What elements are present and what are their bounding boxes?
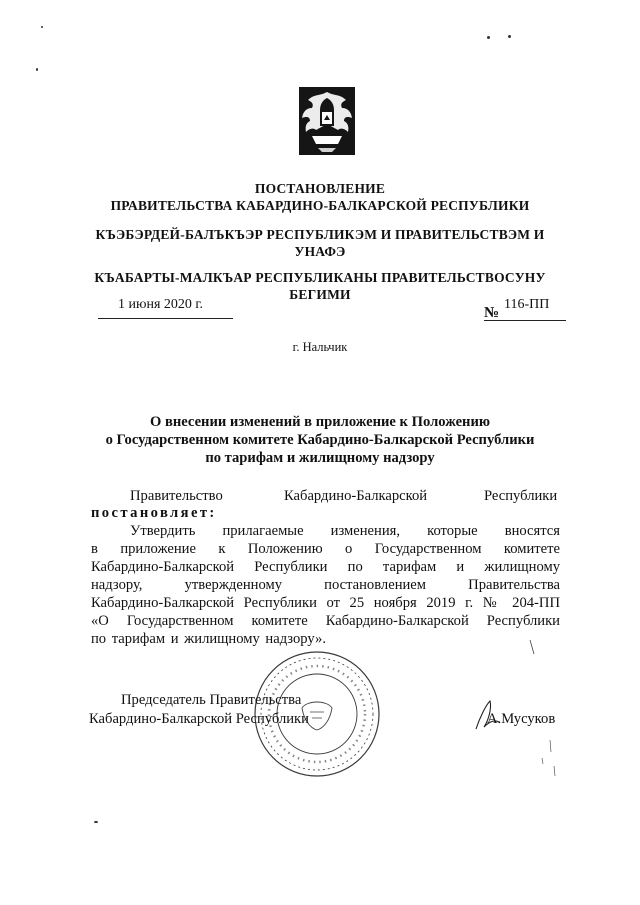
coat-of-arms-emblem-icon <box>298 86 356 156</box>
document-number: 116-ПП <box>504 297 550 312</box>
body-line-4: надзору, утвержденному постановлением Правительства <box>91 577 560 593</box>
scan-speck <box>508 35 511 38</box>
document-title: ПОСТАНОВЛЕНИЕ <box>254 181 386 196</box>
body-line-2: в приложение к Положению о Государственном комитете <box>91 541 560 557</box>
number-sign: № <box>484 305 500 321</box>
signatory-position-line1: Председатель Правительства <box>121 692 302 708</box>
subject-line1: О внесении изменений в приложение к Положению <box>149 414 491 430</box>
scan-speck <box>41 26 43 28</box>
government-name-kab-line2: УНАФЭ <box>294 244 346 259</box>
intro-word-kbr: Кабардино-Балкарской <box>284 488 428 504</box>
city-label: г. Нальчик <box>292 340 348 354</box>
body-line-1: Утвердить прилагаемые изменения, которые вносятся <box>130 523 560 539</box>
scan-speck <box>36 68 38 71</box>
subject-line3: по тарифам и жилищному надзору <box>205 450 435 466</box>
body-line-7: по тарифам и жилищному надзору». <box>91 631 326 647</box>
body-line-3: Кабардино-Балкарской Республики по тарифам и жилищному <box>91 559 560 575</box>
body-line-5: Кабардино-Балкарской Республики от 25 ноября 2019 г. № 204-ПП <box>91 595 560 611</box>
scan-speck <box>94 821 98 823</box>
body-line-6: «О Государственном комитете Кабардино-Балкарской Республики <box>91 613 560 629</box>
date-underline <box>98 318 233 319</box>
scan-speck <box>487 36 490 39</box>
resolves-label: постановляет: <box>91 505 217 521</box>
signatory-position-line2: Кабардино-Балкарской Республики <box>89 711 309 727</box>
signatory-name: А.Мусуков <box>487 711 556 727</box>
number-underline <box>484 320 566 321</box>
subject-line2: о Государственном комитете Кабардино-Балкарской Республики <box>105 432 535 448</box>
government-name-ru: ПРАВИТЕЛЬСТВА КАБАРДИНО-БАЛКАРСКОЙ РЕСПУБЛИКИ <box>110 198 530 213</box>
government-name-kab-line1: КЪЭБЭРДЕЙ-БАЛЪКЪЭР РЕСПУБЛИКЭМ И ПРАВИТЕЛЬСТВЭМ И <box>95 227 545 242</box>
government-name-bal-line2: БЕГИМИ <box>289 287 351 302</box>
scan-marks-icon <box>520 640 580 780</box>
intro-word-republic: Республики <box>484 488 558 504</box>
intro-word-government: Правительство <box>130 488 223 504</box>
government-name-bal-line1: КЪАБАРТЫ-МАЛКЪАР РЕСПУБЛИКАНЫ ПРАВИТЕЛЬСТВОСУНУ <box>94 270 546 285</box>
document-date: 1 июня 2020 г. <box>118 297 204 312</box>
handwritten-signature-icon <box>470 695 510 735</box>
